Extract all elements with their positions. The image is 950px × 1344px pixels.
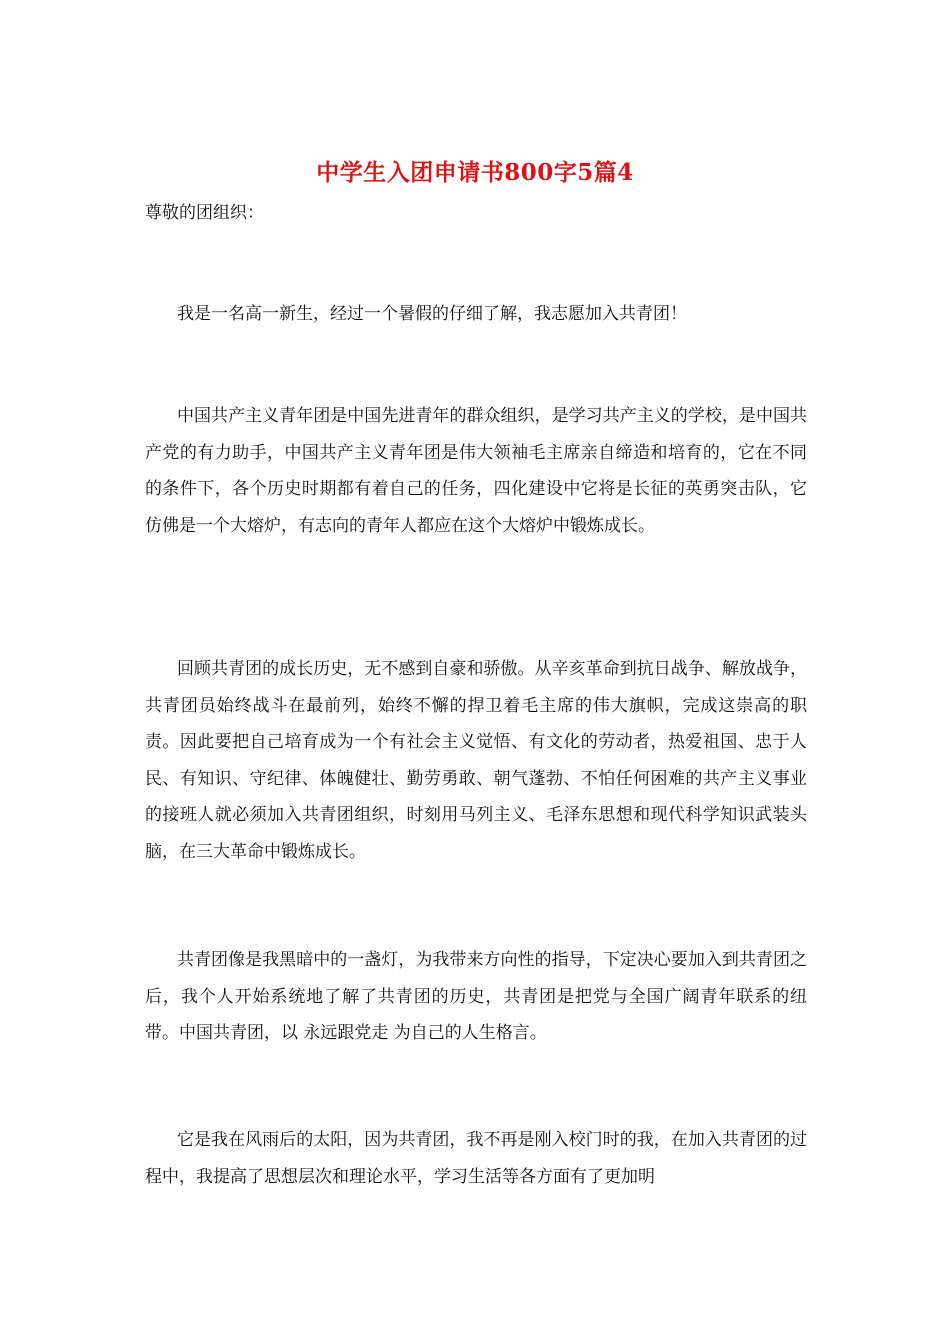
paragraph-5: 它是我在风雨后的太阳，因为共青团，我不再是刚入校门时的我，在加入共青团的过程中，我提高了思想层次和理论水平，学习生活等各方面有了更加明 (145, 1130, 807, 1187)
paragraph-4: 共青团像是我黑暗中的一盏灯，为我带来方向性的指导，下定决心要加入到共青团之后，我个人开始系统地了解了共青团的历史，共青团是把党与全国广阔青年联系的纽带。中国共青团，以 永远跟党走 为自己的人生格言。 (145, 950, 807, 1043)
paragraph-2: 中国共产主义青年团是中国先进青年的群众组织，是学习共产主义的学校，是中国共产党的有力助手，中国共产主义青年团是伟大领袖毛主席亲自缔造和培育的，它在不同的条件下，各个历史时期都有着自己的任务，四化建设中它将是长征的英勇突击队，它仿佛是一个大熔炉，有志向的青年人都应在这个大熔炉中锻炼成长。 (145, 406, 807, 536)
paragraph-3: 回顾共青团的成长历史，无不感到自豪和骄傲。从辛亥革命到抗日战争、解放战争，共青团员始终战斗在最前列，始终不懈的捍卫着毛主席的伟大旗帜，完成这崇高的职责。因此要把自己培育成为一个有社会主义觉悟、有文化的劳动者，热爱祖国、忠于人民、有知识、守纪律、体魄健壮、勤劳勇敢、朝气蓬勃、不怕任何困难的共产主义事业的接班人就必须加入共青团组织，时刻用马列主义、毛泽东思想和现代科学知识武装头脑，在三大革命中锻炼成长。 (145, 659, 807, 862)
paragraph-1: 我是一名高一新生，经过一个暑假的仔细了解，我志愿加入共青团！ (177, 304, 687, 324)
salutation: 尊敬的团组织： (145, 203, 264, 223)
document-title: 中学生入团申请书800字5篇4 (316, 159, 634, 186)
